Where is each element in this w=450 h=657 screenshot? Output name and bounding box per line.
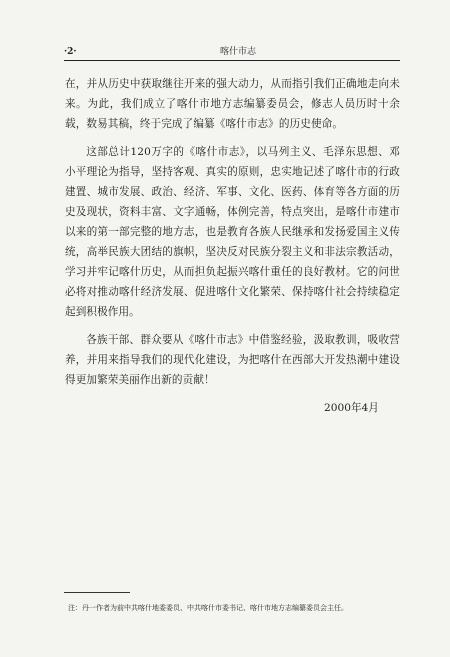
footnote-rule	[64, 592, 130, 593]
footnote: 注：丹一作者为前中共喀什地委委员、中共喀什市委书记、喀什市地方志编纂委员会主任。	[68, 604, 348, 612]
page-number: ·2·	[64, 47, 77, 57]
header-rule	[64, 60, 400, 61]
paragraph-continued: 在，并从历史中获取继往开来的强大动力，从而指引我们正确地走向未来。为此，我们成立了喀什市地方志编纂委员会，修志人员历时十余载，数易其稿，终于完成了编纂《喀什市志》的历史使命。	[65, 78, 400, 130]
body-text	[65, 74, 400, 390]
paragraph-main: 这部总计120万字的《喀什市志》，以马列主义、毛泽东思想、邓小平理论为指导，坚持客观、真实的原则，忠实地记述了喀什市的行政建置、城市发展、政治、经济、军事、文化、医药、体育等各方面的历史及现状，资料丰富、文字通畅，体例完善，特点突出，是喀什市建市以来的第一部完整的地方志，也是教育各族人民继承和发扬爱国主义传统，高举民族大团结的旗帜，坚决反对民族分裂主义和非法宗教活动，学习并牢记喀什历史，从而担负起振兴喀什重任的良好教材。它的问世必将对推动喀什经济发展、促进喀什文化繁荣、保持喀什社会持续稳定起到积极作用。	[65, 146, 400, 318]
date-line: 2000年4月	[324, 402, 379, 414]
paragraph-closing: 各族干部、群众要从《喀什市志》中借鉴经验，汲取教训，吸收营养，并用来指导我们的现代化建设，为把喀什在西部大开发热潮中建设得更加繁荣美丽作出新的贡献！	[65, 334, 400, 386]
running-title: 喀什市志	[219, 47, 256, 57]
page-header	[64, 46, 400, 58]
